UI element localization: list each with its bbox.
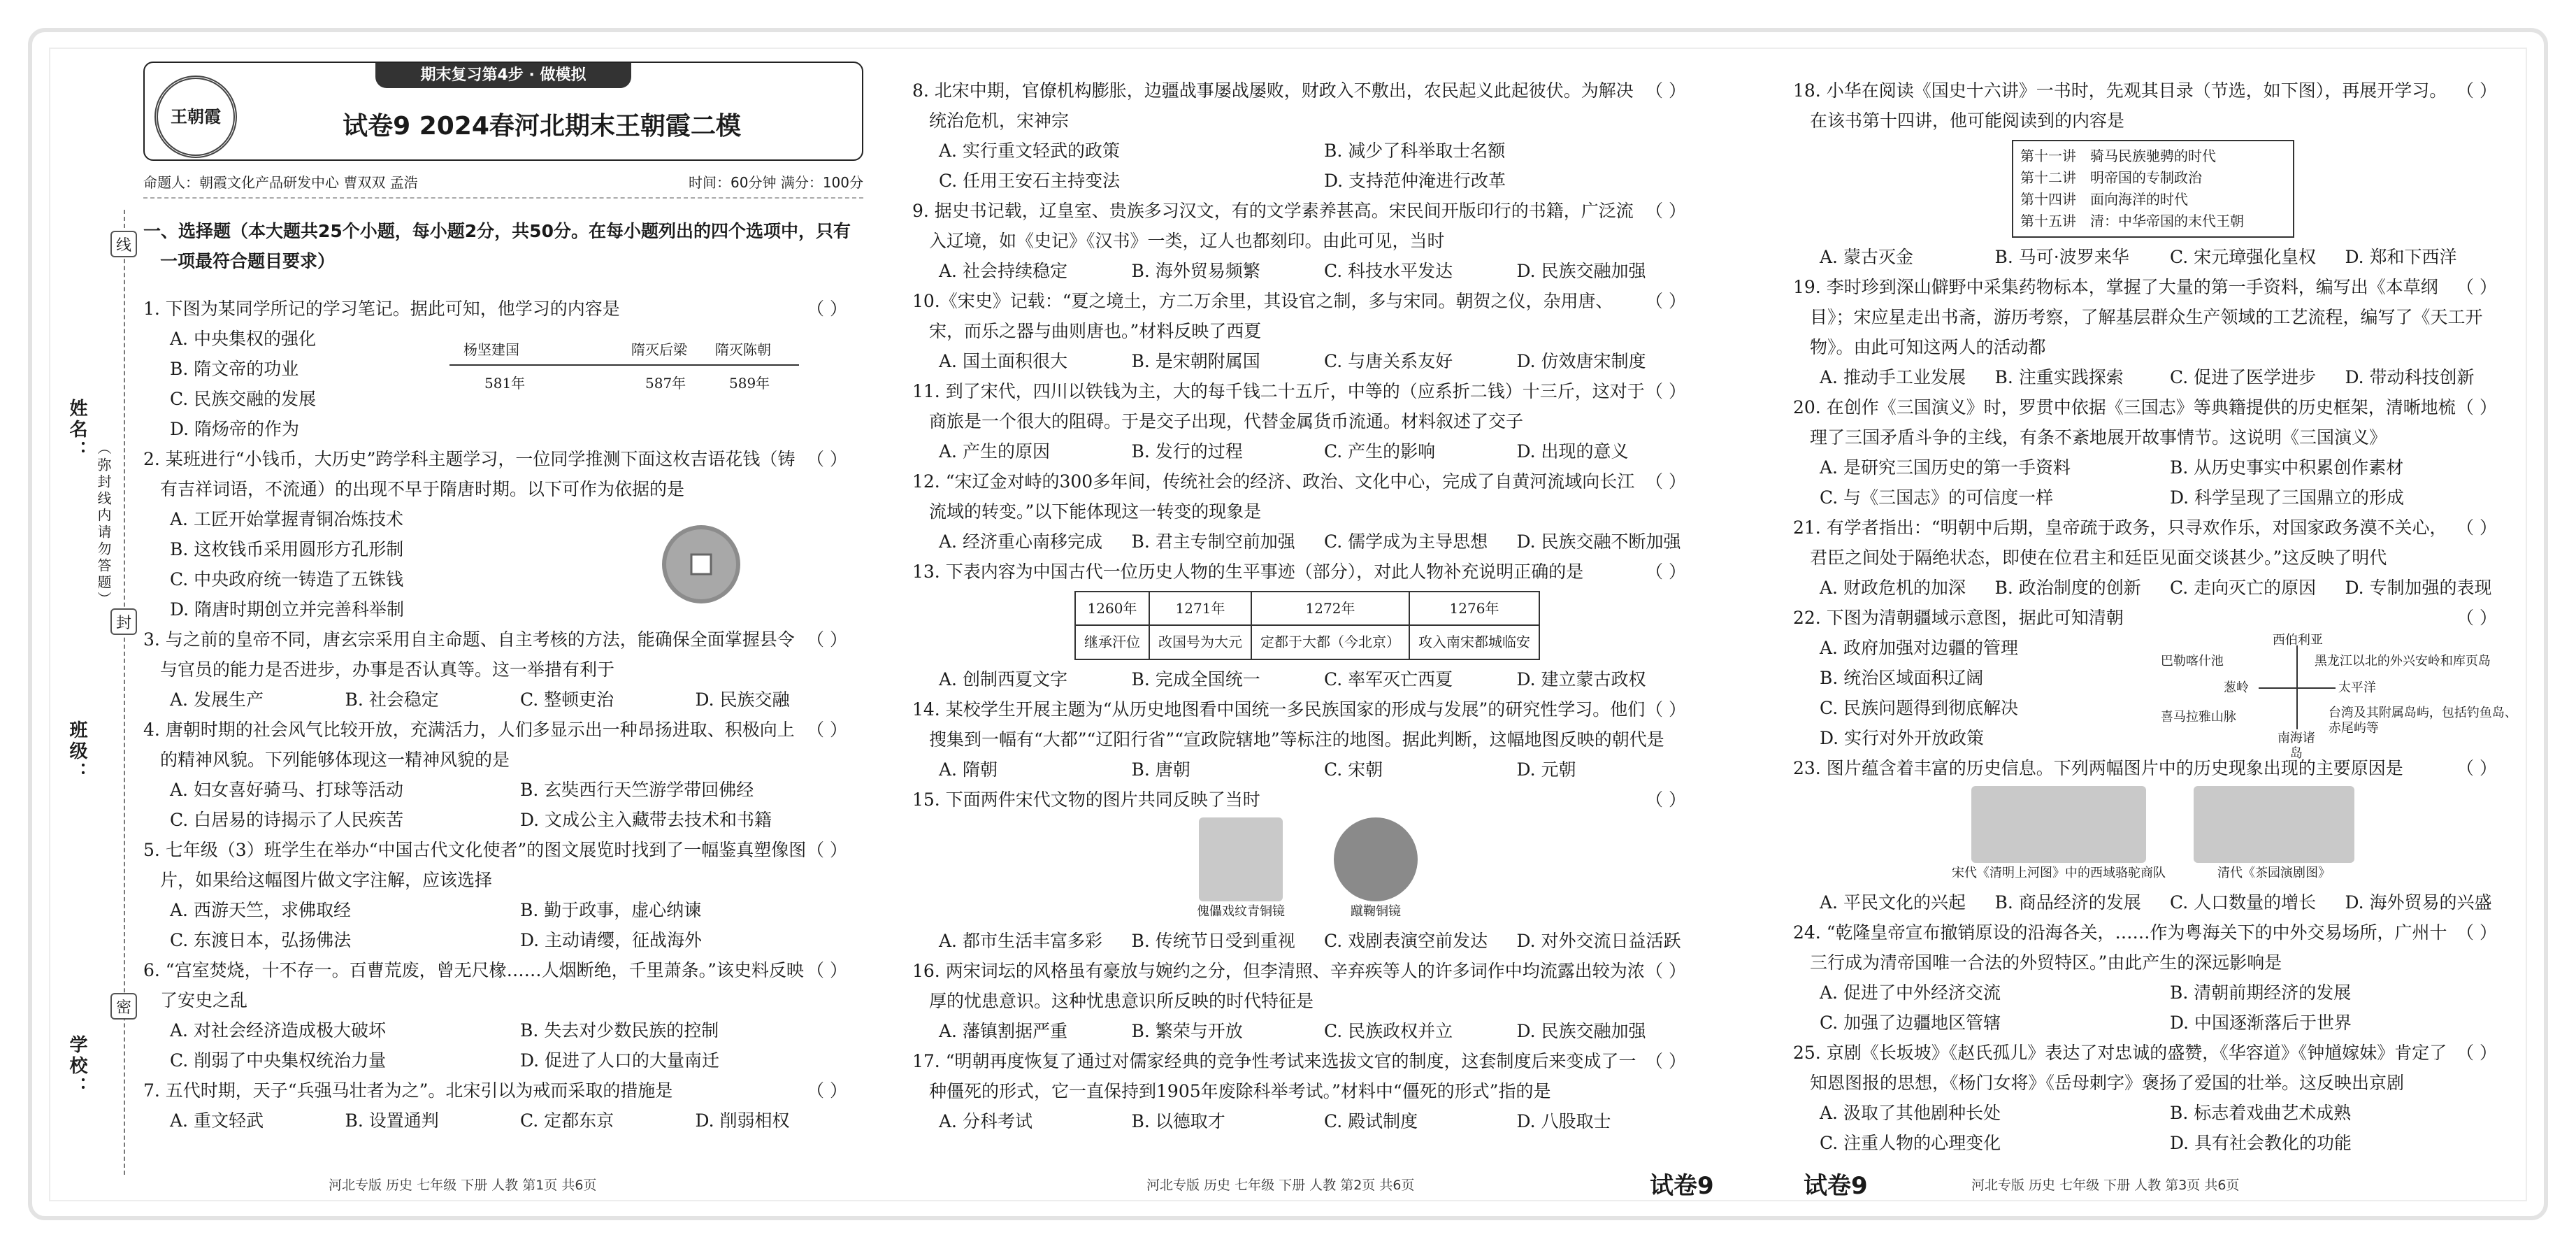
option: C. 定都东京 [520, 1110, 614, 1131]
q7-options [143, 1106, 863, 1136]
question-25: （ ） 25. 京剧《长坂坡》《赵氏孤儿》表达了对忠诚的盛赞，《华容道》《钟馗嫁妹》肯定了知恩图报的思想，《杨门女将》《岳母刺字》褒扬了爱国的壮举。这反映出京剧 [1793, 1042, 2497, 1093]
page-footer: 河北专版 历史 七年级 下册 人教 第2页 共6页 [1146, 1178, 1415, 1193]
bronze-mirror-image-1 [1199, 817, 1283, 901]
q17-options [912, 1106, 1702, 1136]
question-6: （ ） 6. “宫室焚烧，十不存一。百曹荒废，曾无尺椽……人烟断绝，千里萧条。”该史料反映了安史之乱 [143, 960, 847, 1011]
option: D. 实行对外开放政策 [1820, 728, 1985, 748]
timeline-event: 隋灭后梁 [631, 341, 687, 359]
option: C. 民族交融的发展 [170, 389, 317, 410]
q24-options [1793, 978, 2513, 1038]
table-year: 1271年 [1149, 592, 1251, 625]
option: A. 政府加强对边疆的管理 [1820, 638, 2018, 658]
exam-title: 试卷9 2024春河北期末王朝霞二模 [343, 112, 741, 141]
option: B. 清朝前期经济的发展 [2170, 982, 2352, 1003]
q12-options [912, 527, 1702, 557]
option: C. 率军灭亡西夏 [1324, 669, 1453, 689]
q13-options [912, 664, 1702, 694]
option: A. 平民文化的兴起 [1820, 892, 1966, 913]
question-7: （ ） 7. 五代时期，天子“兵强马壮者为之”。北宋引以为戒而采取的措施是 [143, 1080, 847, 1101]
option: C. 民族政权并立 [1324, 1020, 1453, 1041]
option: C. 科技水平发达 [1324, 261, 1453, 281]
option: B. 设置通判 [345, 1110, 439, 1131]
timeline-event: 杨坚建国 [463, 341, 519, 359]
option: A. 发展生产 [170, 689, 264, 710]
q1-body [143, 324, 863, 444]
question-4: （ ） 4. 唐朝时期的社会风气比较开放，充满活力，人们多显示出一种昂扬进取、积极向上的精神风貌。下列能够体现这一精神风貌的是 [143, 720, 847, 771]
option: A. 经济重心南移完成 [939, 531, 1102, 552]
option: D. 隋炀帝的作为 [170, 419, 300, 440]
option: A. 汲取了其他剧种长处 [1820, 1102, 2001, 1123]
option: D. 出现的意义 [1516, 441, 1629, 462]
option: A. 社会持续稳定 [939, 261, 1067, 281]
question-22: （ ） 22. 下图为清朝疆域示意图，据此可知清朝 [1793, 608, 2497, 628]
exam-meta [143, 171, 863, 199]
question-15: （ ） 15. 下面两件宋代文物的图片共同反映了当时 [912, 789, 1686, 810]
qing-territory-diagram [2119, 633, 2517, 761]
option: A. 分科考试 [939, 1110, 1032, 1131]
diagram-label: 南海诸岛 [2277, 731, 2315, 761]
q14-options [912, 755, 1702, 785]
option: D. 具有社会教化的功能 [2170, 1132, 2352, 1153]
q13-table [1074, 591, 1540, 660]
table-event: 定都于大都（今北京） [1251, 625, 1409, 659]
q9-options [912, 256, 1702, 286]
name-label: 姓名： [66, 399, 87, 462]
option: A. 隋朝 [939, 759, 998, 780]
option: B. 玄奘西行天竺游学带回佛经 [520, 780, 754, 801]
option: B. 这枚钱币采用圆形方孔形制 [170, 539, 404, 560]
question-16: （ ） 16. 两宋词坛的风格虽有豪放与婉约之分，但李清照、辛弃疾等人的许多词作中均流露出较为浓厚的忧患意识。这种忧患意识所反映的时代特征是 [912, 960, 1686, 1011]
option: B. 政治制度的创新 [1994, 578, 2141, 598]
image-caption: 清代《茶园演剧图》 [2217, 866, 2331, 880]
option: C. 儒学成为主导思想 [1324, 531, 1488, 552]
option: D. 文成公主入藏带去技术和书籍 [520, 810, 772, 831]
diagram-label: 葱岭 [2223, 680, 2249, 695]
question-8: （ ） 8. 北宋中期，官僚机构膨胀，边疆战事屡战屡败，财政入不敷出，农民起义此起彼伏。为解决统治危机，宋神宗 [912, 80, 1686, 131]
q1-options [143, 324, 422, 444]
seal-line [124, 210, 125, 1175]
q15-options [912, 926, 1702, 956]
option: C. 任用王安石主持变法 [939, 171, 1121, 191]
option: B. 君主专制空前加强 [1131, 531, 1295, 552]
q2-options [143, 504, 561, 624]
option: B. 是宋朝附属国 [1131, 351, 1260, 371]
exam-number-label: 试卷9 [1804, 1172, 1868, 1200]
diagram-label: 太平洋 [2338, 680, 2376, 695]
diagram-axis [2296, 645, 2298, 729]
q16-options [912, 1016, 1702, 1046]
option: A. 对社会经济造成极大破坏 [170, 1020, 386, 1041]
q23-options [1793, 887, 2513, 917]
option: C. 中央政府统一铸造了五铢钱 [170, 569, 404, 590]
question-12: （ ） 12. “宋辽金对峙的300多年间，传统社会的经济、政治、文化中心，完成了自黄河流域向长江流域的转变。”以下能体现这一转变的现象是 [912, 471, 1686, 522]
question-11: （ ） 11. 到了宋代，四川以铁钱为主，大的每千钱二十五斤，中等的（应系折二钱）十三斤，这对于商旅是一个很大的阻碍。于是交子出现，代替金属货币流通。材料叙述了交子 [912, 381, 1686, 431]
question-13: （ ） 13. 下表内容为中国古代一位历史人物的生平事迹（部分），对此人物补充说明正确的是 [912, 562, 1686, 582]
exam-header [143, 62, 863, 161]
painting-figure [2194, 786, 2354, 885]
option: C. 戏剧表演空前发达 [1324, 930, 1488, 951]
option: A. 财政危机的加深 [1820, 578, 1966, 598]
q15-images [912, 817, 1702, 923]
option: B. 社会稳定 [345, 689, 439, 710]
question-21: （ ） 21. 有学者指出：“明朝中后期，皇帝疏于政务，只寻欢作乐，对国家政务漠不关心，君臣之间处于隔绝状态，即使在位君主和廷臣见面交谈甚少。”这反映了明代 [1793, 517, 2497, 568]
diagram-label: 台湾及其附属岛屿，包括钓鱼岛、赤尾屿等 [2328, 706, 2517, 736]
option: A. 国土面积很大 [939, 351, 1067, 371]
q11-options [912, 436, 1702, 466]
option: B. 隋文帝的功业 [170, 359, 299, 380]
school-label: 学校： [66, 1035, 87, 1098]
question-19: （ ） 19. 李时珍到深山僻野中采集药物标本，掌握了大量的第一手资料，编写出《本草纲目》；宋应星走出书斋，游历考察，了解基层群众生产领域的工艺流程，编写了《天工开物》。由此可知这两人的活动都 [1793, 277, 2497, 357]
q4-options [143, 775, 863, 835]
question-5: （ ） 5. 七年级（3）班学生在举办“中国古代文化使者”的图文展览时找到了一幅鉴真塑像图片，如果给这幅图片做文字注解，应该选择 [143, 840, 847, 891]
seal-char: 封 [110, 608, 137, 635]
option: B. 以德取才 [1131, 1110, 1225, 1131]
header-band: 期末复习第4步 · 做模拟 [375, 63, 631, 88]
q22-body [1793, 633, 2517, 761]
option: C. 削弱了中央集权统治力量 [170, 1050, 387, 1071]
section-title: 一、选择题（本大题共25个小题，每小题2分，共50分。在每小题列出的四个选项中，只有一项最符合题目要求） [143, 221, 851, 272]
page-footer: 河北专版 历史 七年级 下册 人教 第1页 共6页 [329, 1178, 597, 1193]
option: D. 主动请缨，征战海外 [520, 930, 703, 951]
option: D. 对外交流日益活跃 [1516, 930, 1681, 951]
option: C. 走向灭亡的原因 [2170, 578, 2317, 598]
option: D. 郑和下西洋 [2345, 247, 2457, 267]
option: C. 东渡日本，弘扬佛法 [170, 930, 352, 951]
option: D. 仿效唐宋制度 [1516, 351, 1646, 371]
option: D. 削弱相权 [695, 1110, 790, 1131]
option: A. 推动手工业发展 [1820, 367, 1966, 387]
option: D. 促进了人口的大量南迁 [520, 1050, 720, 1071]
table-event: 攻入南宋都城临安 [1409, 625, 1539, 659]
seal-char: 线 [110, 231, 137, 257]
option: A. 是研究三国历史的第一手资料 [1820, 457, 2071, 478]
timeline-year: 587年 [645, 375, 686, 392]
option: D. 专制加强的表现 [2345, 578, 2492, 598]
question-10: （ ） 10.《宋史》记载：“夏之境土，方二万余里，其设官之制，多与宋同。朝贺之仪，杂用唐、宋，而乐之器与曲则唐也。”材料反映了西夏 [912, 291, 1686, 341]
qingming-painting-image [1971, 786, 2146, 863]
timeline-year: 589年 [729, 375, 770, 392]
class-label: 班级： [66, 720, 87, 783]
column-1 [143, 62, 863, 1136]
option: C. 人口数量的增长 [2170, 892, 2317, 913]
option: B. 勤于政事，虚心纳谏 [520, 900, 702, 921]
q20-options [1793, 452, 2513, 513]
option: D. 带动科技创新 [2345, 367, 2475, 387]
question-14: （ ） 14. 某校学生开展主题为“从历史地图看中国统一多民族国家的形成与发展”的研究性学习。他们搜集到一幅有“大都”“辽阳行省”“宣政院辖地”等标注的地图。据此判断，这幅地图反映的朝代是 [912, 699, 1686, 750]
option: C. 产生的影响 [1324, 441, 1436, 462]
question-9: （ ） 9. 据史书记载，辽皇室、贵族多习汉文，有的文学素养甚高。宋民间开版印行的书籍，广泛流入辽境，如《史记》《汉书》一类，辽人也都刻印。由此可见，当时 [912, 201, 1686, 251]
timeline-year: 581年 [484, 375, 526, 392]
option: A. 实行重文轻武的政策 [939, 141, 1120, 161]
table-event: 改国号为大元 [1149, 625, 1251, 659]
question-23: （ ） 23. 图片蕴含着丰富的历史信息。下列两幅图片中的历史现象出现的主要原因是 [1793, 758, 2497, 778]
table-year: 1272年 [1251, 592, 1409, 625]
option: C. 加强了边疆地区管辖 [1820, 1012, 2001, 1033]
option: B. 从历史事实中积累创作素材 [2170, 457, 2404, 478]
q19-options [1793, 362, 2513, 392]
option: C. 民族问题得到彻底解决 [1820, 698, 2019, 718]
column-2 [912, 76, 1702, 1136]
question-24: （ ） 24. “乾隆皇帝宣布撤销原设的沿海各关，……作为粤海关下的中外交易场所，广州十三行成为清帝国唯一合法的外贸特区。”由此产生的深远影响是 [1793, 922, 2497, 973]
q5-options [143, 895, 863, 955]
option: D. 八股取士 [1516, 1110, 1611, 1131]
question-2: （ ） 2. 某班进行“小钱币，大历史”跨学科主题学习，一位同学推测下面这枚吉语花钱（铸有吉祥词语，不流通）的出现不早于隋唐时期。以下可作为依据的是 [143, 449, 847, 500]
option: B. 统治区域面积辽阔 [1820, 668, 1984, 688]
option: C. 殿试制度 [1324, 1110, 1418, 1131]
q2-body [143, 504, 863, 624]
option: D. 支持范仲淹进行改革 [1324, 171, 1506, 191]
mirror-figure [1197, 817, 1285, 923]
column-3 [1793, 76, 2517, 1158]
mirror-figure [1334, 817, 1418, 923]
toc-entry: 第十四讲 面向海洋的时代 [2020, 191, 2188, 208]
option: A. 创制西夏文字 [939, 669, 1067, 689]
option: B. 完成全国统一 [1131, 669, 1260, 689]
option: D. 民族交融加强 [1516, 1020, 1646, 1041]
q21-options [1793, 573, 2513, 603]
option: C. 白居易的诗揭示了人民疾苦 [170, 810, 404, 831]
option: A. 产生的原因 [939, 441, 1050, 462]
toc-entry: 第十五讲 清：中华帝国的末代王朝 [2020, 213, 2244, 229]
option: A. 重文轻武 [170, 1110, 264, 1131]
option: C. 宋元璋强化皇权 [2170, 247, 2317, 267]
coin-image [561, 504, 841, 624]
option: D. 元朝 [1516, 759, 1576, 780]
option: B. 注重实践探索 [1994, 367, 2124, 387]
q6-options [143, 1015, 863, 1075]
image-caption: 宋代《清明上河图》中的西域骆驼商队 [1952, 866, 2166, 880]
option: D. 民族交融不断加强 [1516, 531, 1681, 552]
option: B. 商品经济的发展 [1994, 892, 2141, 913]
option: C. 与《三国志》的可信度一样 [1820, 487, 2054, 508]
bronze-mirror-image-2 [1334, 817, 1418, 901]
option: C. 促进了医学进步 [2170, 367, 2317, 387]
table-event: 继承汗位 [1075, 625, 1149, 659]
q18-options [1793, 242, 2513, 272]
question-18: （ ） 18. 小华在阅读《国史十六讲》一书时，先观其目录（节选，如下图），再展开学习。在该书第十四讲，他可能阅读到的内容是 [1793, 80, 2497, 131]
exam-number-label: 试卷9 [1650, 1172, 1714, 1200]
option: A. 妇女喜好骑马、打球等活动 [170, 780, 403, 801]
option: A. 都市生活丰富多彩 [939, 930, 1102, 951]
table-year: 1276年 [1409, 592, 1539, 625]
toc-entry: 第十一讲 骑马民族驰骋的时代 [2020, 148, 2216, 164]
question-1: （ ） 1. 下图为某同学所记的学习笔记。据此可知，他学习的内容是 [143, 299, 847, 320]
option: A. 蒙古灭金 [1820, 247, 1913, 267]
q3-options [143, 685, 863, 715]
option: B. 海外贸易频繁 [1131, 261, 1260, 281]
painting-figure [1952, 786, 2166, 885]
option: A. 促进了中外经济交流 [1820, 982, 2001, 1003]
option: B. 繁荣与开放 [1131, 1020, 1243, 1041]
q10-options [912, 346, 1702, 376]
seal-note: （弥封线内请勿答题） [95, 441, 112, 608]
option: D. 建立蒙古政权 [1516, 669, 1646, 689]
table-year: 1260年 [1075, 592, 1149, 625]
authors: 命题人：朝霞文化产品研发中心 曹双双 孟浩 [143, 174, 418, 191]
q18-table-of-contents [2012, 140, 2294, 238]
question-3: （ ） 3. 与之前的皇帝不同，唐玄宗采用自主命题、自主考核的方法，能确保全面掌握县令与官员的能力是否进步，办事是否认真等。这一举措有利于 [143, 629, 847, 680]
option: D. 隋唐时期创立并完善科举制 [170, 599, 405, 620]
diagram-label: 喜马拉雅山脉 [2160, 710, 2236, 724]
option: C. 宋朝 [1324, 759, 1383, 780]
option: D. 海外贸易的兴盛 [2345, 892, 2492, 913]
q25-options [1793, 1098, 2513, 1158]
option: A. 藩镇割据严重 [939, 1020, 1067, 1041]
brand-logo: 王朝霞 [154, 76, 237, 158]
option: B. 减少了科举取士名额 [1324, 141, 1506, 161]
option: B. 唐朝 [1131, 759, 1190, 780]
teahouse-opera-image [2194, 786, 2354, 863]
option: B. 标志着戏曲艺术成熟 [2170, 1102, 2352, 1123]
q1-timeline [422, 324, 813, 429]
timeline-axis [449, 364, 799, 366]
time-score: 时间：60分钟 满分：100分 [689, 174, 863, 191]
option: B. 发行的过程 [1131, 441, 1243, 462]
option: B. 传统节日受到重视 [1131, 930, 1295, 951]
option: B. 马可·波罗来华 [1994, 247, 2129, 267]
option: B. 失去对少数民族的控制 [520, 1020, 719, 1041]
diagram-label: 黑龙江以北的外兴安岭和库页岛 [2314, 654, 2491, 669]
timeline-event: 隋灭陈朝 [715, 341, 771, 359]
seal-char: 密 [110, 993, 137, 1020]
option: D. 民族交融加强 [1516, 261, 1646, 281]
diagram-label: 西伯利亚 [2272, 633, 2323, 648]
option: A. 工匠开始掌握青铜冶炼技术 [170, 509, 403, 530]
option: C. 注重人物的心理变化 [1820, 1132, 2001, 1153]
q23-images [1793, 786, 2513, 885]
toc-entry: 第十二讲 明帝国的专制政治 [2020, 169, 2202, 186]
question-17: （ ） 17. “明朝再度恢复了通过对儒家经典的竞争性考试来选拔文官的制度，这套制度后来变成了一种僵死的形式，它一直保持到1905年废除科举考试。”材料中“僵死的形式”指的是 [912, 1050, 1686, 1101]
option: C. 与唐关系友好 [1324, 351, 1453, 371]
option: A. 西游天竺，求佛取经 [170, 900, 351, 921]
q22-options [1793, 633, 2119, 753]
image-caption: 傀儡戏纹青铜镜 [1197, 903, 1285, 919]
image-caption: 蹴鞠铜镜 [1351, 903, 1401, 919]
page-footer: 河北专版 历史 七年级 下册 人教 第3页 共6页 [1971, 1178, 2240, 1193]
option: C. 整顿吏治 [520, 689, 614, 710]
option: D. 科学呈现了三国鼎立的形成 [2170, 487, 2405, 508]
option: D. 民族交融 [695, 689, 790, 710]
q8-options [912, 136, 1702, 196]
diagram-label: 巴勒喀什池 [2160, 654, 2224, 669]
option: D. 中国逐渐落后于世界 [2170, 1012, 2352, 1033]
option: A. 中央集权的强化 [170, 329, 316, 350]
question-20: （ ） 20. 在创作《三国演义》时，罗贯中依据《三国志》等典籍提供的历史框架，清晰地梳理了三国矛盾斗争的主线，有条不紊地展开故事情节。这说明《三国演义》 [1793, 397, 2497, 448]
